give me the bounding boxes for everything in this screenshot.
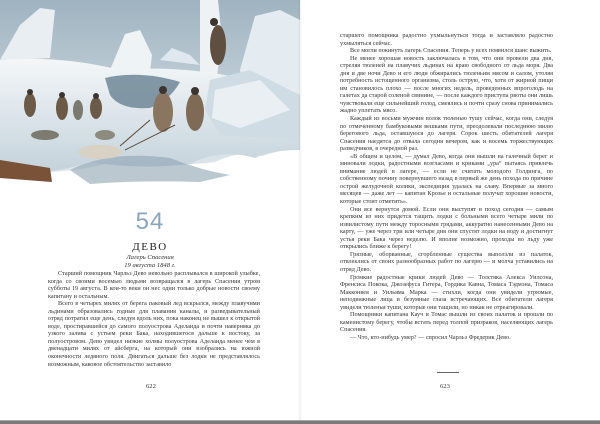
left-page <box>0 0 300 420</box>
arctic-expedition-illustration-icon <box>0 0 300 200</box>
chapter-date: 19 августа 1848 г. <box>124 262 176 269</box>
right-page-body <box>340 32 553 341</box>
chapter-place: Лагерь Спасения <box>126 254 174 261</box>
paragraph: старшего помощника радостно ухмыльнуться тогда и заставляло радостно ухмыляться сейчас. <box>340 32 553 47</box>
page-number-left: 622 <box>146 383 156 390</box>
paragraph: «В общем и целом, — думал Дево, когда они вышли на галечный берег и миновали лодки, радостными возгласами и криками „ура“ пытаясь привлечь внимание людей в лагере, — если не считать молодого Голдинга, по собственному почину повернувшего назад в первый же день похода по причине острой желудочной колики, экспедиция удалась на славу. Впервые за много месяцев — даже лет — капитан Крозье и остальные получат хорошие новости, которые стоит отметить». <box>340 152 553 206</box>
paragraph: Грязные, оборванные, сгорбленные существа выползли из палаток, отвлеклись от своих разнообразных работ по лагерю — и молча уставились на отряд Дево. <box>340 250 553 273</box>
page-number-right: 623 <box>440 383 450 390</box>
section-end-rule <box>437 372 459 373</box>
paragraph: Громкие радостные крики людей Дево — Толстяка Алекса Уилсона, Френсиса Покока, Джозефуса Гитера, Гордика Кавна, Томаса Тэдмэна, Томаса Макконвея и Уильяма Марка — стихли, когда они увидели угрюмые, неподвижные лица и безумные глаза встречающих. Все обитатели лагеря увидели тюленьи туши, которые они тащили, но никак не отреагировали. <box>340 273 553 311</box>
paragraph: Не менее хорошая новость заключалась в том, что они провели два дня, стреляя тюленей на плавучих льдинах на краю свободного от льда моря. Два дня и две ночи Дево и его люди обжирались тюленьим мясом и салом, утоляя потребность истощенного организма, столь острую, что, хотя от жирной пищи им становилось плохо — после многих недель, проведенных впроголодь на галетах да старой соленой свинине, — после каждого приступа рвоты они лишь чувствовали еще сильнейший голод, смеялись и почти сразу снова принимались жадно уплетать мясо. <box>340 54 553 115</box>
chapter-number: 54 <box>135 208 165 235</box>
chapter-illustration <box>0 0 300 200</box>
paragraph: Помощники капитана Кауч и Томас вышли из своих палаток и прошли по каменистому берегу, чтобы встать перед толпой призраков, населяющих лагерь Спасения. <box>340 311 553 334</box>
page-edge <box>0 420 600 424</box>
right-page <box>300 0 600 420</box>
paragraph: Всего в четырех милях от берега паковый лед вскрылся, между плавучими льдинами образовались годные для плавания каналы, и разведывательный отряд потратил еще день, следуя вдоль них, пока наконец не вышел к открытой воде, простиравшейся до самого полуострова Аделаида и почти наверняка до узкого залива с устьем реки Бака, находившегося дальше к востоку, за полуостровом. Дево увидел низкие холмы полуострова Аделаида менее чем в двенадцати милях от айсберга, на который они взобрались на южной оконечности ледяного поля. Двигаться дальше без лодки не представлялось возможным, каковое обстоятельство заставило <box>48 300 260 368</box>
chapter-heading <box>0 208 300 270</box>
left-page-body <box>48 270 260 368</box>
chapter-title: ДЕВО <box>132 241 168 253</box>
paragraph: Каждый из восьми мужчин волок тюленью тушу сейчас, когда они, следуя по отмеченному бамбуковыми вешками пути, преодолевали последнюю милю берегового льда, оставшуюся до лагеря. Сорок шесть обитателей лагеря Спасения наедятся до отвала сегодня вечером, как и восемь торжествующих разведчиков, в очередной раз. <box>340 115 553 153</box>
paragraph: Они все вернутся домой. Если они выступят в поход сегодня — самым крепким из них придется тащить лодки с больными всего четыре мили по извилистому пути между торосными грядами, аккуратно нанесенными Дево на карту, — уже через три или четыре дня они спустят лодки на воду и достигнут устья реки Бака через неделю. И вполне возможно, проходы во льду уже открылись ближе к берегу! <box>340 205 553 251</box>
paragraph: Все могли покинуть лагерь Спасения. Теперь у всех появился шанс выжить. <box>350 47 552 55</box>
book-gutter <box>298 0 302 420</box>
paragraph: — Что, кто-нибудь умер? — спросил Чарльз Фредерик Дево. <box>350 333 511 341</box>
paragraph: Старший помощник Чарльз Дево невольно расплывался в широкой улыбке, когда со своими восемью людьми возвращался в лагерь Спасения утром субботы 19 августа. В кои-то веки он нес одни только добрые новости своему капитану и остальным. <box>48 270 260 300</box>
